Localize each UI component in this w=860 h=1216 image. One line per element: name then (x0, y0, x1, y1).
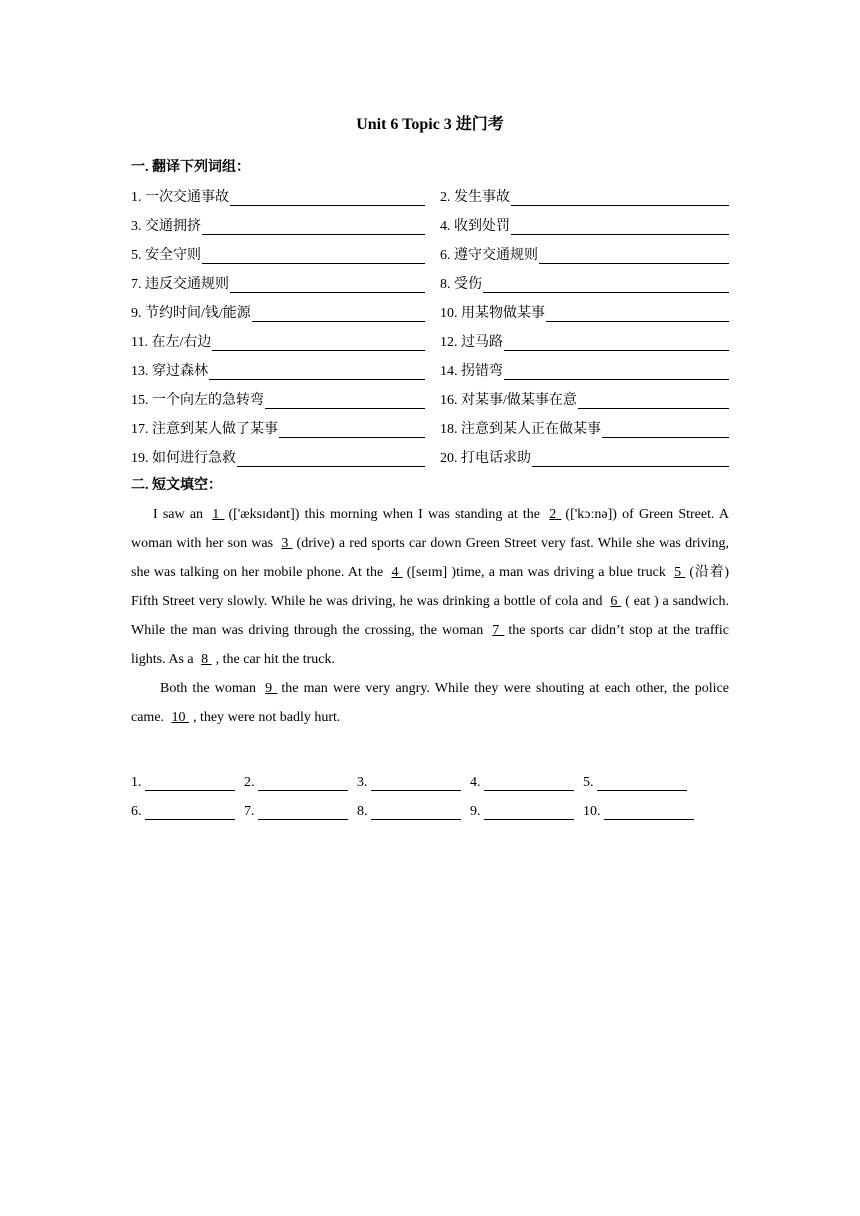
answer-item (583, 791, 696, 820)
vocab-row (131, 302, 729, 331)
vocab-item-text: 19. 如何进行急救 (131, 451, 236, 466)
vocab-item-text: 17. 注意到某人做了某事 (131, 422, 278, 437)
answer-line[interactable] (202, 248, 425, 264)
answer-line[interactable] (202, 219, 425, 235)
blank-4: 4 (391, 565, 403, 580)
vocab-item-text: 1. 一次交通事故 (131, 190, 229, 205)
vocab-item (131, 360, 425, 380)
answer-number: 9. (470, 804, 481, 819)
answer-line[interactable] (602, 422, 729, 438)
vocab-item (131, 447, 425, 467)
page-title: Unit 6 Topic 3 进门考 (356, 116, 504, 133)
passage-paragraph-2 (131, 674, 729, 732)
passage-text: (drive) a red sports car down Green Street very fast. While she was driving, she was talking on her mobile phone. At the (131, 536, 730, 580)
vocab-item (440, 302, 729, 322)
passage-text: the sports car didn’t stop at the traffic lights. As a (131, 623, 730, 667)
answer-line[interactable] (597, 776, 687, 791)
vocab-row (131, 360, 729, 389)
answer-number: 8. (357, 804, 368, 819)
answer-line[interactable] (258, 805, 348, 820)
vocab-item-text: 16. 对某事/做某事在意 (440, 393, 577, 408)
answer-line[interactable] (230, 277, 425, 293)
answer-line[interactable] (237, 451, 425, 467)
passage (131, 500, 729, 732)
vocab-item-text: 5. 安全守则 (131, 248, 201, 263)
answer-number: 7. (244, 804, 255, 819)
vocab-item (440, 273, 729, 293)
answer-line[interactable] (371, 805, 461, 820)
answer-number: 5. (583, 775, 594, 790)
answer-line[interactable] (578, 393, 729, 409)
vocab-item-text: 13. 穿过森林 (131, 364, 208, 379)
passage-text: (['æksɪdənt]) this morning when I was standing at the (228, 507, 546, 522)
vocab-item (440, 418, 729, 438)
vocab-item-text: 20. 打电话求助 (440, 451, 531, 466)
answer-item (583, 762, 696, 791)
vocab-item (131, 244, 425, 264)
vocab-item (131, 215, 425, 235)
vocab-row (131, 331, 729, 360)
blank-1: 1 (212, 507, 225, 522)
answer-line[interactable] (604, 805, 694, 820)
passage-text: ([seɪm] )time, a man was driving a blue truck (406, 565, 671, 580)
answer-line[interactable] (265, 393, 425, 409)
vocab-item (440, 215, 729, 235)
vocab-item (440, 389, 729, 409)
passage-text: I saw an (153, 507, 209, 522)
vocab-item-text: 11. 在左/右边 (131, 335, 212, 350)
vocab-item-text: 12. 过马路 (440, 335, 503, 350)
blank-8: 8 (201, 652, 212, 667)
answer-number: 3. (357, 775, 368, 790)
answer-item (357, 791, 470, 820)
vocab-row (131, 244, 729, 273)
vocab-item (131, 302, 425, 322)
vocab-row (131, 186, 729, 215)
answer-item (131, 791, 244, 820)
answer-line[interactable] (209, 364, 425, 380)
vocab-row (131, 215, 729, 244)
vocab-item-text: 10. 用某物做某事 (440, 306, 545, 321)
vocab-item (131, 418, 425, 438)
answer-item (244, 762, 357, 791)
vocab-row (131, 418, 729, 447)
answer-line[interactable] (511, 190, 729, 206)
answer-number: 10. (583, 804, 601, 819)
answer-row (131, 762, 729, 791)
answer-number: 1. (131, 775, 142, 790)
answer-number: 6. (131, 804, 142, 819)
blank-3: 3 (281, 536, 293, 551)
passage-text: Both the woman (160, 681, 262, 696)
vocab-row (131, 389, 729, 418)
answer-line[interactable] (539, 248, 729, 264)
vocab-item-text: 4. 收到处罚 (440, 219, 510, 234)
vocab-item-text: 6. 遵守交通规则 (440, 248, 538, 263)
answer-line[interactable] (504, 335, 729, 351)
answer-line[interactable] (279, 422, 425, 438)
vocab-list (131, 186, 729, 476)
passage-text: the man were very angry. While they were shouting at each other, the police came. (131, 681, 729, 725)
blank-5: 5 (674, 565, 686, 580)
passage-text: (['kɔːnə]) of Green Street. A woman with her son was (131, 507, 730, 551)
vocab-item (440, 186, 729, 206)
section-2-heading: 二. 短文填空： (131, 478, 222, 493)
vocab-item-text: 9. 节约时间/钱/能源 (131, 306, 251, 321)
vocab-item-text: 2. 发生事故 (440, 190, 510, 205)
answer-item (244, 791, 357, 820)
blank-6: 6 (610, 594, 622, 609)
answer-line[interactable] (230, 190, 425, 206)
vocab-item-text: 14. 拐错弯 (440, 364, 503, 379)
answer-number: 2. (244, 775, 255, 790)
answer-grid (131, 762, 729, 820)
answer-item (357, 762, 470, 791)
vocab-item-text: 15. 一个向左的急转弯 (131, 393, 264, 408)
answer-line[interactable] (258, 776, 348, 791)
vocab-item (131, 273, 425, 293)
vocab-item-text: 8. 受伤 (440, 277, 482, 292)
answer-line[interactable] (483, 277, 729, 293)
answer-line[interactable] (484, 776, 574, 791)
vocab-item (131, 389, 425, 409)
vocab-row (131, 273, 729, 302)
passage-text: , the car hit the truck. (215, 652, 335, 667)
answer-line[interactable] (546, 306, 729, 322)
passage-text: (沿着) Fifth Street very slowly. While he was driving, he was drinking a bottle of cola and (131, 565, 730, 609)
answer-line[interactable] (145, 805, 235, 820)
answer-line[interactable] (504, 364, 729, 380)
blank-7: 7 (492, 623, 505, 638)
vocab-item (440, 447, 729, 467)
answer-line[interactable] (145, 776, 235, 791)
passage-paragraph-1 (131, 500, 729, 674)
answer-line[interactable] (212, 335, 425, 351)
vocab-item-text: 7. 违反交通规则 (131, 277, 229, 292)
blank-2: 2 (549, 507, 562, 522)
vocab-item (440, 331, 729, 351)
passage-text: , they were not badly hurt. (193, 710, 341, 725)
vocab-item (440, 244, 729, 264)
answer-item (131, 762, 244, 791)
vocab-item (440, 360, 729, 380)
vocab-item-text: 18. 注意到某人正在做某事 (440, 422, 601, 437)
section-1-heading: 一. 翻译下列词组： (131, 160, 250, 175)
answer-item (470, 791, 583, 820)
blank-10: 10 (171, 710, 190, 725)
passage-text: ( eat ) a sandwich. While the man was driving through the crossing, the woman (131, 594, 729, 638)
answer-line[interactable] (371, 776, 461, 791)
answer-line[interactable] (484, 805, 574, 820)
answer-line[interactable] (252, 306, 425, 322)
answer-line[interactable] (511, 219, 729, 235)
blank-9: 9 (265, 681, 278, 696)
answer-number: 4. (470, 775, 481, 790)
answer-item (470, 762, 583, 791)
answer-line[interactable] (532, 451, 729, 467)
vocab-row (131, 447, 729, 476)
vocab-item (131, 331, 425, 351)
answer-row (131, 791, 729, 820)
vocab-item-text: 3. 交通拥挤 (131, 219, 201, 234)
vocab-item (131, 186, 425, 206)
